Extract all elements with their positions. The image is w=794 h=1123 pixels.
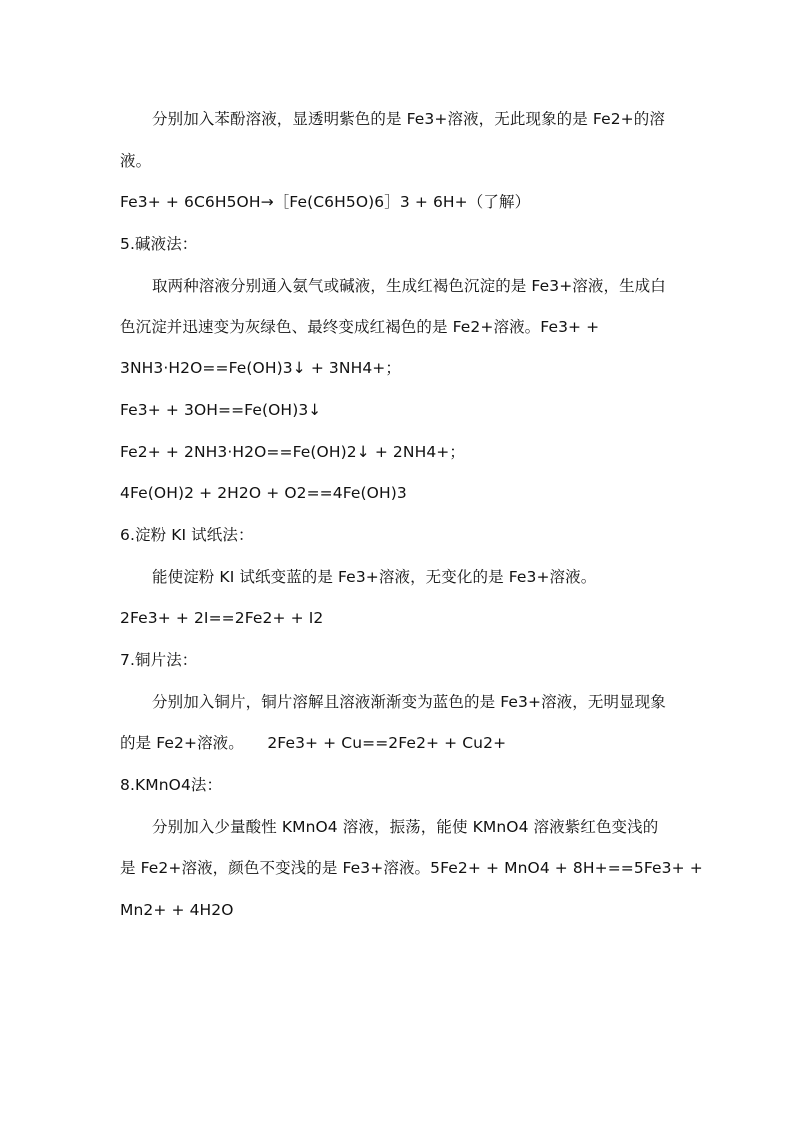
equation-phenol: Fe3+ + 6C6H5OH→［Fe(C6H5O)6］3 + 6H+（了解） bbox=[120, 193, 531, 211]
paragraph-copper-line-1: 分别加入铜片，铜片溶解且溶液渐渐变为蓝色的是 Fe3+溶液，无明显现象 bbox=[152, 693, 666, 711]
heading-copper-method: 7.铜片法： bbox=[120, 651, 198, 669]
paragraph-kmno4-line-2: 是 Fe2+溶液，颜色不变浅的是 Fe3+溶液。5Fe2+ + MnO4 + 8H+==5Fe3+ + bbox=[120, 859, 703, 877]
paragraph-kmno4-line-3: Mn2+ + 4H2O bbox=[120, 901, 234, 919]
equation-ammonia-fe3: 3NH3·H2O==Fe(OH)3↓ + 3NH4+； bbox=[120, 359, 401, 377]
heading-kmno4-method: 8.KMnO4法： bbox=[120, 776, 223, 794]
equation-ammonia-fe2: Fe2+ + 2NH3·H2O==Fe(OH)2↓ + 2NH4+； bbox=[120, 443, 465, 461]
paragraph-alkali-line-2: 色沉淀并迅速变为灰绿色、最终变成红褐色的是 Fe2+溶液。Fe3+ + bbox=[120, 318, 600, 336]
paragraph-starch-ki: 能使淀粉 KI 试纸变蓝的是 Fe3+溶液，无变化的是 Fe3+溶液。 bbox=[152, 568, 597, 586]
equation-hydroxide-fe3: Fe3+ + 3OH==Fe(OH)3↓ bbox=[120, 401, 322, 419]
paragraph-copper-line-2: 的是 Fe2+溶液。 2Fe3+ + Cu==2Fe2+ + Cu2+ bbox=[120, 734, 507, 752]
paragraph-phenol-line-1: 分别加入苯酚溶液，显透明紫色的是 Fe3+溶液，无此现象的是 Fe2+的溶 bbox=[152, 110, 665, 128]
paragraph-phenol-line-2: 液。 bbox=[120, 152, 152, 170]
paragraph-kmno4-line-1: 分别加入少量酸性 KMnO4 溶液，振荡，能使 KMnO4 溶液紫红色变浅的 bbox=[152, 818, 659, 836]
heading-alkali-method: 5.碱液法： bbox=[120, 235, 198, 253]
equation-iodide: 2Fe3+ + 2I==2Fe2+ + I2 bbox=[120, 609, 324, 627]
equation-oxidation: 4Fe(OH)2 + 2H2O + O2==4Fe(OH)3 bbox=[120, 484, 407, 502]
paragraph-alkali-line-1: 取两种溶液分别通入氨气或碱液，生成红褐色沉淀的是 Fe3+溶液，生成白 bbox=[152, 277, 666, 295]
heading-starch-ki-method: 6.淀粉 KI 试纸法： bbox=[120, 526, 254, 544]
